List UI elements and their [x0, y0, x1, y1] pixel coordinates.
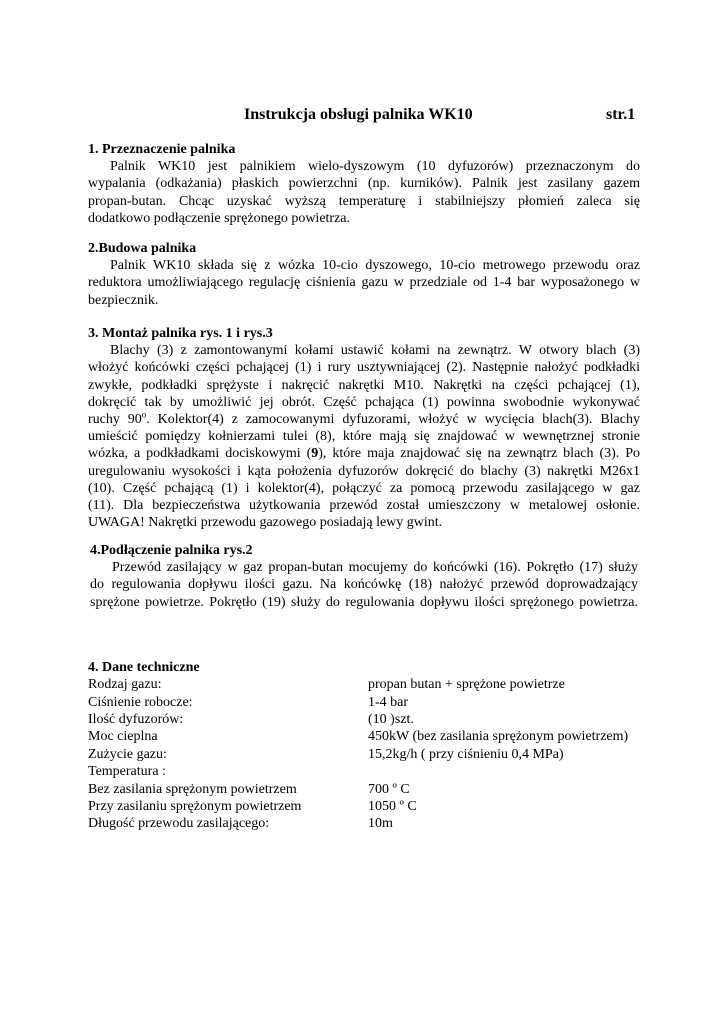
spec-value: 700 º C — [368, 781, 410, 797]
text-fragment: . Kolektor(4) z zamocowanymi dyfuzorami, włożyć w wycięcia blach(3). Blachy — [146, 412, 640, 428]
text-line: (11). Dla bezpieczeństwa użytkowania przewód został umieszczony w metalowej osłonie. — [88, 498, 640, 514]
spec-label: Ciśnienie robocze: — [88, 694, 193, 710]
spec-label: Moc cieplna — [88, 729, 158, 745]
spec-label: Temperatura : — [88, 764, 166, 780]
text-line: sprężone powietrze. Pokrętło (19) służy do regulowania dopływu ilości sprężonego powietrza. — [90, 594, 638, 610]
text-line: włożyć końcówki części pchającej (1) i rury usztywniającej (2). Następnie nałożyć podkładki — [88, 360, 640, 376]
section-heading: 1. Przeznaczenie palnika — [88, 142, 236, 157]
degree-superscript: o — [141, 409, 147, 420]
spec-value: 10m — [368, 816, 393, 832]
spec-label: Bez zasilania sprężonym powietrzem — [88, 781, 297, 797]
text-line: (10). Część pchającą (1) i kolektor(4), połączyć za pomocą przewodu zasilającego w gaz — [88, 480, 640, 496]
page-number: str.1 — [606, 106, 636, 123]
text-line: UWAGA! Nakrętki przewodu gazowego posiadają lewy gwint. — [88, 515, 443, 531]
section-heading: 3. Montaż palnika rys. 1 i rys.3 — [88, 326, 273, 341]
section-paragraph — [88, 257, 640, 309]
text-line: uregulowaniu wysokości i kąta położenia dyfuzorów dokręcić do blachy (3) nakrętki M26x1 — [88, 463, 640, 479]
text-line — [88, 411, 640, 428]
text-line — [88, 445, 640, 462]
text-line: zwykłe, podkładki sprężyste i nakręcić nakrętki M10. Nakrętki na części pchającej (1), — [88, 377, 640, 393]
document-title: Instrukcja obsługi palnika WK10 — [244, 106, 473, 123]
text-line: propan-butan. Chcąc uzyskać wyższą temperaturę i stabilniejszy płomień zaleca się — [88, 193, 640, 209]
spec-label: Długość przewodu zasilającego: — [88, 816, 270, 832]
text-line: wypalania (odkażania) płaskich powierzchni (np. kurników). Palnik jest zasilany gazem — [88, 176, 640, 192]
spec-value — [368, 763, 628, 780]
technical-data-row — [88, 781, 628, 798]
section-construction — [88, 240, 640, 309]
text-line: dokręcić tak by umożliwić jej obrót. Część pchająca (1) powinna swobodnie wykonywać — [88, 394, 640, 410]
spec-label: Rodzaj gazu: — [88, 677, 162, 693]
section-purpose — [88, 141, 640, 227]
text-line: Palnik WK10 składa się z wózka 10-cio dyszowego, 10-cio metrowego przewodu oraz — [110, 258, 640, 274]
text-line: do regulowania dopływu ilości gazu. Na końcówkę (18) nałożyć przewód doprowadzający — [90, 577, 638, 593]
spec-label: Ilość dyfuzorów: — [88, 712, 184, 728]
spec-label: Zużycie gazu: — [88, 746, 167, 762]
text-line: Blachy (3) z zamontowanymi kołami ustawić kołami na zewnątrz. W otwory blach (3) — [110, 343, 640, 359]
section-assembly — [88, 325, 640, 531]
text-fragment: wózka, a podkładkami dociskowymi ( — [88, 446, 312, 462]
technical-data-row — [88, 746, 628, 763]
spec-value: 1-4 bar — [368, 694, 409, 710]
section-paragraph — [88, 158, 640, 227]
section-paragraph — [88, 342, 640, 531]
text-line: Palnik WK10 jest palnikiem wielo-dyszowym (10 dyfuzorów) przeznaczonym do — [110, 159, 640, 175]
technical-data-row — [88, 763, 628, 780]
section-heading: 4. Dane techniczne — [88, 660, 200, 675]
text-fragment: ruchy 90 — [88, 412, 142, 428]
text-line: dodatkowo podłączenie sprężonego powietrza. — [88, 210, 351, 226]
spec-value: 1050 º C — [368, 799, 417, 815]
technical-data-row — [88, 676, 628, 693]
text-line: bezpiecznik. — [88, 292, 159, 308]
text-line: reduktora umożliwiającego regulację ciśnienia gazu w przedziale od 1-4 bar wyposażonego w — [88, 275, 640, 291]
spec-value: (10 )szt. — [368, 712, 414, 728]
section-paragraph — [90, 559, 638, 611]
text-line: umieścić pomiędzy kołnierzami tulei (8), które mają się znajdować w wewnętrznej stronie — [88, 429, 640, 445]
technical-data-table — [88, 676, 628, 833]
spec-value: 15,2kg/h ( przy ciśnieniu 0,4 MPa) — [368, 746, 564, 762]
technical-data-row — [88, 815, 628, 832]
section-technical-data — [88, 659, 640, 833]
section-connection — [90, 542, 638, 611]
technical-data-row — [88, 798, 628, 815]
technical-data-row — [88, 711, 628, 728]
section-heading: 4.Podłączenie palnika rys.2 — [90, 543, 253, 558]
spec-value: propan butan + sprężone powietrze — [368, 677, 565, 693]
technical-data-row — [88, 728, 628, 745]
technical-data-row — [88, 694, 628, 711]
spec-value: 450kW (bez zasilania sprężonym powietrzem) — [368, 729, 629, 745]
text-fragment: ), które maja znajdować się na zewnątrz blach (3). Po — [318, 446, 641, 462]
text-line: Przewód zasilający w gaz propan-butan mocujemy do końcówki (16). Pokrętło (17) służy — [112, 560, 638, 576]
bold-number: 9 — [311, 446, 319, 462]
spec-label: Przy zasilaniu sprężonym powietrzem — [88, 799, 302, 815]
section-heading: 2.Budowa palnika — [88, 241, 197, 256]
